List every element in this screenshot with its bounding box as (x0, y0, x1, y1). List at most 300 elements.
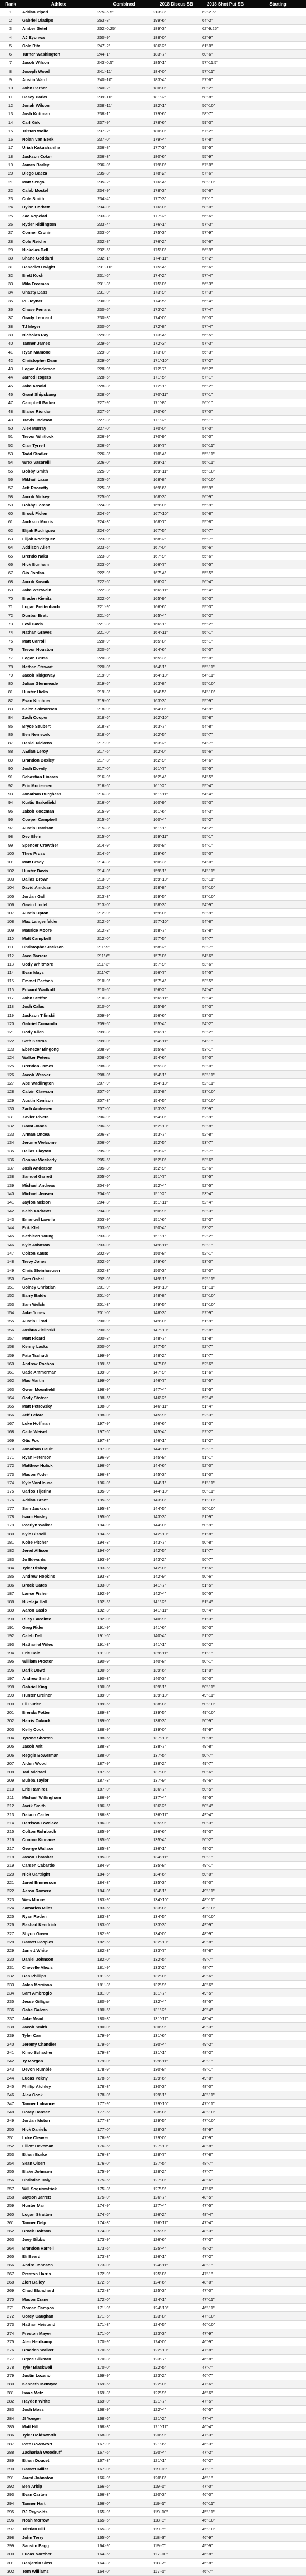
combined-cell: 216'-3" (96, 790, 152, 798)
athlete-cell: Christopher Dean (21, 356, 96, 365)
shot-put-cell: 49'-5" (201, 1989, 250, 1997)
starting-cell (250, 1997, 306, 2006)
table-row (0, 373, 306, 381)
table-row (0, 1309, 306, 1317)
table-row (0, 1164, 306, 1172)
table-row (0, 1853, 306, 1861)
athlete-cell: Pete Bowswort (21, 2439, 96, 2448)
starting-cell (250, 2261, 306, 2269)
table-row (0, 1632, 306, 1640)
discus-cell: 150'-9" (152, 1206, 201, 1215)
starting-cell (250, 416, 306, 424)
rank-cell: 29 (0, 246, 21, 254)
shot-put-cell: 50'-4" (201, 1606, 250, 1614)
athlete-cell: Cooper Campbell (21, 815, 96, 824)
combined-cell: 232'-1" (96, 254, 152, 262)
shot-put-cell: 47'-9" (201, 2134, 250, 2142)
starting-cell (250, 1385, 306, 1394)
table-row (0, 1759, 306, 1768)
discus-cell: 157'-0" (152, 951, 201, 959)
shot-put-cell: 57'-8" (201, 135, 250, 143)
discus-cell: 150'-3" (152, 1266, 201, 1274)
shot-put-cell: 52'-0" (201, 1266, 250, 1274)
rank-cell: 258 (0, 2193, 21, 2201)
shot-put-cell: 54'-10" (201, 688, 250, 696)
starting-cell (250, 2508, 306, 2516)
combined-cell: 203'-3" (96, 1232, 152, 1240)
starting-cell (250, 262, 306, 271)
shot-put-cell: 55'-11" (201, 662, 250, 670)
combined-cell: 201'-3" (96, 1300, 152, 1309)
starting-cell (250, 2074, 306, 2082)
discus-cell: 136'-11" (152, 1810, 201, 1818)
rank-cell: 8 (0, 67, 21, 76)
rank-cell: 36 (0, 305, 21, 314)
starting-cell (250, 1232, 306, 1240)
rank-cell: 113 (0, 960, 21, 968)
combined-cell: 192'-9" (96, 1589, 152, 1598)
starting-cell (250, 679, 306, 688)
discus-cell: 162'-9" (152, 756, 201, 764)
starting-cell (250, 228, 306, 237)
combined-cell: 183'-6" (96, 1904, 152, 1912)
combined-cell: 213'-6" (96, 883, 152, 892)
athlete-cell: Josh Dowdy (21, 764, 96, 773)
discus-cell: 126'-6" (152, 2235, 201, 2244)
starting-cell (250, 773, 306, 781)
shot-put-cell: 50'-7" (201, 1751, 250, 1759)
starting-cell (250, 1300, 306, 1309)
discus-cell: 159'-6" (152, 849, 201, 858)
table-row (0, 943, 306, 951)
rank-cell: 10 (0, 84, 21, 92)
combined-cell: 203'-9" (96, 1215, 152, 1224)
discus-cell: 147'-10" (152, 1326, 201, 1334)
discus-cell: 169'-11" (152, 467, 201, 475)
table-row (0, 535, 306, 543)
combined-cell: 169'-0" (96, 2397, 152, 2405)
discus-cell: 176'-0" (152, 203, 201, 211)
athlete-cell: Diego Baeza (21, 169, 96, 177)
table-row (0, 1181, 306, 1189)
rank-cell: 171 (0, 1453, 21, 1461)
shot-put-cell: 48'-7" (201, 1963, 250, 1972)
starting-cell (250, 1887, 306, 1895)
starting-cell (250, 2219, 306, 2227)
athlete-cell: Isaac Metz (21, 2389, 96, 2397)
shot-put-cell: 54'-11" (201, 866, 250, 874)
starting-cell (250, 1062, 306, 1070)
table-row (0, 611, 306, 620)
athlete-cell: Matt Szego (21, 177, 96, 186)
athlete-cell: Grady Leonard (21, 314, 96, 322)
combined-cell: 228'-9" (96, 365, 152, 373)
table-row (0, 1428, 306, 1436)
athlete-cell: Justin Lozano (21, 2371, 96, 2380)
combined-cell: 237'-0" (96, 135, 152, 143)
table-row (0, 1929, 306, 1938)
athlete-cell: Elijah Rodriguez (21, 535, 96, 543)
shot-put-cell: 58'-7" (201, 110, 250, 118)
athlete-cell: Matt Carroll (21, 636, 96, 645)
table-row (0, 331, 306, 339)
athlete-cell: Jake Arnold (21, 382, 96, 390)
rank-cell: 102 (0, 866, 21, 874)
combined-cell: 202'-3" (96, 1266, 152, 1274)
shot-put-cell: 48'-0" (201, 2278, 250, 2286)
rank-cell: 175 (0, 1487, 21, 1495)
combined-cell: 171'-3" (96, 2320, 152, 2329)
starting-cell (250, 1445, 306, 1453)
discus-cell: 160'-3" (152, 858, 201, 866)
starting-cell (250, 135, 306, 143)
shot-put-cell: 49'-6" (201, 1972, 250, 1980)
shot-put-cell: 46'-8" (201, 2550, 250, 2558)
rank-cell: 216 (0, 1836, 21, 1844)
starting-cell (250, 1190, 306, 1198)
discus-cell: 158'-7" (152, 926, 201, 934)
combined-cell: 210'-0" (96, 1002, 152, 1011)
shot-put-cell: 47'-8" (201, 2150, 250, 2159)
starting-cell (250, 1759, 306, 1768)
discus-cell: 118'-7" (152, 2559, 201, 2567)
rank-cell: 35 (0, 297, 21, 305)
combined-cell: 233'-8" (96, 212, 152, 220)
discus-cell: 173'-4" (152, 331, 201, 339)
starting-cell (250, 2082, 306, 2091)
athlete-cell: Tyler Holdsworth (21, 2431, 96, 2439)
discus-cell: 147'-0" (152, 1360, 201, 1368)
discus-cell: 171'-8" (152, 399, 201, 407)
discus-cell: 120'-4" (152, 2448, 201, 2456)
starting-cell (250, 2499, 306, 2507)
combined-cell: 202'-9" (96, 1249, 152, 1257)
athlete-cell: Kurtis Brakefield (21, 798, 96, 807)
shot-put-cell: 50'-11" (201, 1683, 250, 1691)
table-row (0, 1972, 306, 1980)
athlete-cell: Nick Daniels (21, 2125, 96, 2133)
combined-cell: 225'-0" (96, 492, 152, 500)
shot-put-cell: 46'-11" (201, 2499, 250, 2507)
combined-cell: 200'-0" (96, 1342, 152, 1351)
combined-cell: 185'-0" (96, 1853, 152, 1861)
combined-cell: 179'-6" (96, 2040, 152, 2048)
shot-put-cell: 54'-2" (201, 824, 250, 832)
rank-cell: 271 (0, 2304, 21, 2312)
starting-cell (250, 16, 306, 24)
table-row (0, 1291, 306, 1300)
shot-put-cell: 55'-8" (201, 518, 250, 526)
shot-put-cell: 53'-11" (201, 875, 250, 883)
table-row (0, 671, 306, 679)
starting-cell (250, 552, 306, 560)
starting-cell (250, 2465, 306, 2473)
athlete-cell: AJ Eyonwa (21, 33, 96, 41)
starting-cell (250, 1827, 306, 1836)
rank-cell: 139 (0, 1181, 21, 1189)
rank-cell: 161 (0, 1368, 21, 1376)
discus-cell: 122'-5" (152, 2363, 201, 2371)
shot-put-cell: 56'-5" (201, 560, 250, 569)
shot-put-cell: 54'-0" (201, 858, 250, 866)
shot-put-cell: 57'-0" (201, 407, 250, 415)
table-row (0, 1206, 306, 1215)
rank-cell: 226 (0, 1921, 21, 1929)
table-row (0, 458, 306, 466)
shot-put-cell: 51'-8" (201, 1334, 250, 1342)
starting-cell (250, 688, 306, 696)
combined-cell: 188'-6" (96, 1734, 152, 1742)
discus-cell: 122'-4" (152, 2405, 201, 2414)
rank-cell: 196 (0, 1665, 21, 1674)
athlete-cell: Sean Olsen (21, 2159, 96, 2167)
shot-put-cell: 49'-1" (201, 2057, 250, 2065)
discus-cell: 141'-2" (152, 1598, 201, 1606)
rank-cell: 222 (0, 1887, 21, 1895)
discus-cell: 126'-7" (152, 2193, 201, 2201)
shot-put-cell: 55'-6" (201, 747, 250, 755)
shot-put-cell: 49'-2" (201, 2040, 250, 2048)
athlete-cell: Emmet Bartsch (21, 977, 96, 985)
rank-cell: 254 (0, 2159, 21, 2167)
athlete-cell: Evan Carton (21, 2490, 96, 2499)
discus-cell: 172'-7" (152, 365, 201, 373)
table-row (0, 1487, 306, 1495)
athlete-cell: Dylan Corbett (21, 203, 96, 211)
starting-cell (250, 42, 306, 50)
table-row (0, 212, 306, 220)
table-row (0, 1436, 306, 1444)
combined-cell: 180'-6" (96, 2006, 152, 2014)
athlete-cell: TJ Meyer (21, 322, 96, 330)
rank-cell: 104 (0, 883, 21, 892)
starting-cell (250, 1623, 306, 1632)
shot-put-cell: 57'-4" (201, 305, 250, 314)
rank-cell: 172 (0, 1461, 21, 1470)
combined-cell: 178'-9" (96, 2065, 152, 2073)
discus-cell: 154'-5" (152, 1096, 201, 1105)
table-row (0, 220, 306, 228)
athlete-cell: RJ Reynolds (21, 2508, 96, 2516)
table-row (0, 977, 306, 985)
shot-put-cell: 64'-2" (201, 16, 250, 24)
shot-put-cell: 53'-11" (201, 1071, 250, 1079)
starting-cell (250, 2567, 306, 2575)
combined-cell: 215'-6" (96, 815, 152, 824)
table-row (0, 1742, 306, 1751)
rank-cell: 177 (0, 1504, 21, 1513)
rank-cell: 4 (0, 33, 21, 41)
combined-cell: 182'-9" (96, 1929, 152, 1938)
combined-cell: 244'-1" (96, 50, 152, 58)
table-row (0, 968, 306, 977)
starting-cell (250, 1580, 306, 1589)
table-row (0, 722, 306, 730)
shot-put-cell: 53'-1" (201, 1241, 250, 1249)
athlete-cell: Joshua Zielinski (21, 1326, 96, 1334)
rank-cell: 300 (0, 2550, 21, 2558)
starting-cell (250, 1751, 306, 1759)
shot-put-cell: 51'-1" (201, 1453, 250, 1461)
shot-put-cell: 54'-5" (201, 968, 250, 977)
table-row (0, 552, 306, 560)
discus-cell: 167'-5" (152, 526, 201, 535)
discus-cell: 119'-0" (152, 2542, 201, 2550)
shot-put-cell: 53'-7" (201, 1138, 250, 1147)
table-row (0, 1665, 306, 1674)
starting-cell (250, 1717, 306, 1725)
starting-cell (250, 849, 306, 858)
combined-cell: 197'-0" (96, 1445, 152, 1453)
table-row (0, 1521, 306, 1529)
shot-put-cell: 52'-4" (201, 1394, 250, 1402)
table-row (0, 169, 306, 177)
discus-cell: 132'-9" (152, 1980, 201, 1988)
discus-cell: 186'-2" (152, 42, 201, 50)
rank-cell: 213 (0, 1810, 21, 1818)
shot-put-cell: 47'-5" (201, 2201, 250, 2210)
shot-put-cell: 51'-11" (201, 1479, 250, 1487)
combined-cell: 217'-6" (96, 747, 152, 755)
discus-cell: 157'-9" (152, 960, 201, 968)
rank-cell: 61 (0, 518, 21, 526)
athlete-cell: Michael Andreas (21, 1181, 96, 1189)
discus-cell: 172'-1" (152, 382, 201, 390)
starting-cell (250, 2150, 306, 2159)
starting-cell (250, 1309, 306, 1317)
starting-cell (250, 76, 306, 84)
athlete-cell: Austin Ward (21, 76, 96, 84)
combined-cell: 225'-9" (96, 467, 152, 475)
discus-cell: 167'-9" (152, 552, 201, 560)
combined-cell: 169'-9" (96, 2371, 152, 2380)
starting-cell (250, 280, 306, 288)
starting-cell (250, 1215, 306, 1224)
rank-cell: 70 (0, 594, 21, 603)
discus-cell: 126'-2" (152, 2210, 201, 2218)
starting-cell (250, 1844, 306, 1853)
starting-cell (250, 1564, 306, 1572)
table-row (0, 262, 306, 271)
combined-cell: 232'-8" (96, 237, 152, 246)
combined-cell: 236'-3" (96, 152, 152, 161)
combined-cell: 222'-0" (96, 594, 152, 603)
starting-cell (250, 2304, 306, 2312)
starting-cell (250, 297, 306, 305)
athlete-cell: Ethan Burke (21, 2150, 96, 2159)
rank-cell: 276 (0, 2346, 21, 2354)
starting-cell (250, 2423, 306, 2431)
table-row (0, 688, 306, 696)
starting-cell (250, 161, 306, 169)
discus-cell: 156'-2" (152, 986, 201, 994)
athlete-cell: Austin Harrison (21, 824, 96, 832)
combined-cell: 219'-6" (96, 679, 152, 688)
discus-cell: 175'-8" (152, 246, 201, 254)
rank-cell: 273 (0, 2320, 21, 2329)
starting-cell (250, 2244, 306, 2252)
rank-cell: 64 (0, 543, 21, 551)
rank-cell: 44 (0, 373, 21, 381)
rank-cell: 60 (0, 509, 21, 518)
athlete-cell: Mikhail Lazar (21, 475, 96, 484)
discus-cell: 164'-6" (152, 645, 201, 654)
combined-cell: 218'-3" (96, 722, 152, 730)
starting-cell (250, 1410, 306, 1419)
combined-cell: 186'-6" (96, 1802, 152, 1810)
discus-cell: 151'-2" (152, 1190, 201, 1198)
discus-cell: 164'-10" (152, 671, 201, 679)
athlete-cell: Lucas Norcher (21, 2550, 96, 2558)
combined-cell: 193'-9" (96, 1555, 152, 1564)
starting-cell (250, 424, 306, 432)
rank-cell: 210 (0, 1785, 21, 1793)
table-row (0, 2346, 306, 2354)
starting-cell (250, 518, 306, 526)
table-row (0, 1402, 306, 1410)
athlete-cell: Garrett Peoples (21, 1938, 96, 1946)
shot-put-cell: 51'-0" (201, 1665, 250, 1674)
shot-put-cell: 50'-1" (201, 1657, 250, 1665)
starting-cell (250, 2371, 306, 2380)
discus-cell: 126'-1" (152, 2252, 201, 2261)
athlete-cell: Dallas Clayton (21, 1147, 96, 1155)
rank-cell: 245 (0, 2082, 21, 2091)
shot-put-cell: 56'-2" (201, 365, 250, 373)
discus-cell: 175'-0" (152, 280, 201, 288)
starting-cell (250, 169, 306, 177)
shot-put-cell: 46'-9" (201, 2533, 250, 2542)
rank-cell: 95 (0, 807, 21, 815)
discus-cell: 154'-11" (152, 1036, 201, 1045)
shot-put-cell: 58'-10" (201, 177, 250, 186)
shot-put-cell: 49'-10" (201, 1904, 250, 1912)
combined-cell: 203'-6" (96, 1224, 152, 1232)
shot-put-cell: 51'-10" (201, 1495, 250, 1504)
table-row (0, 2193, 306, 2201)
shot-put-cell: 50'-9" (201, 1521, 250, 1529)
athlete-cell: Jaylon Nelson (21, 1198, 96, 1206)
shot-put-cell: 57'-6" (201, 76, 250, 84)
starting-cell (250, 2405, 306, 2414)
athlete-cell: Kyle VonHouse (21, 1479, 96, 1487)
table-row (0, 543, 306, 551)
athlete-cell: Braeden Walker (21, 2346, 96, 2354)
rank-cell: 204 (0, 1734, 21, 1742)
athlete-cell: Elijah Rodriguez (21, 526, 96, 535)
shot-put-cell: 52'-9" (201, 1113, 250, 1121)
rank-cell: 189 (0, 1606, 21, 1614)
discus-cell: 134'-5" (152, 1912, 201, 1921)
combined-cell: 178'-3" (96, 2082, 152, 2091)
discus-cell: 199'-6" (152, 16, 201, 24)
shot-put-cell: 51'-8" (201, 1530, 250, 1538)
table-row (0, 509, 306, 518)
table-row (0, 271, 306, 280)
table-row (0, 2142, 306, 2150)
shot-put-cell: 46'-3" (201, 2439, 250, 2448)
shot-put-cell: 50'-3" (201, 1819, 250, 1827)
starting-cell (250, 1181, 306, 1189)
athlete-cell: Sam Jackson (21, 1504, 96, 1513)
rank-cell: 17 (0, 143, 21, 152)
shot-put-cell: 56'-9" (201, 492, 250, 500)
shot-put-cell: 52'-1" (201, 1249, 250, 1257)
discus-cell: 121'-2" (152, 2414, 201, 2423)
combined-cell: 201'-9" (96, 1283, 152, 1291)
athlete-cell: Jakob Koozman (21, 807, 96, 815)
combined-cell: 204'-3" (96, 1198, 152, 1206)
